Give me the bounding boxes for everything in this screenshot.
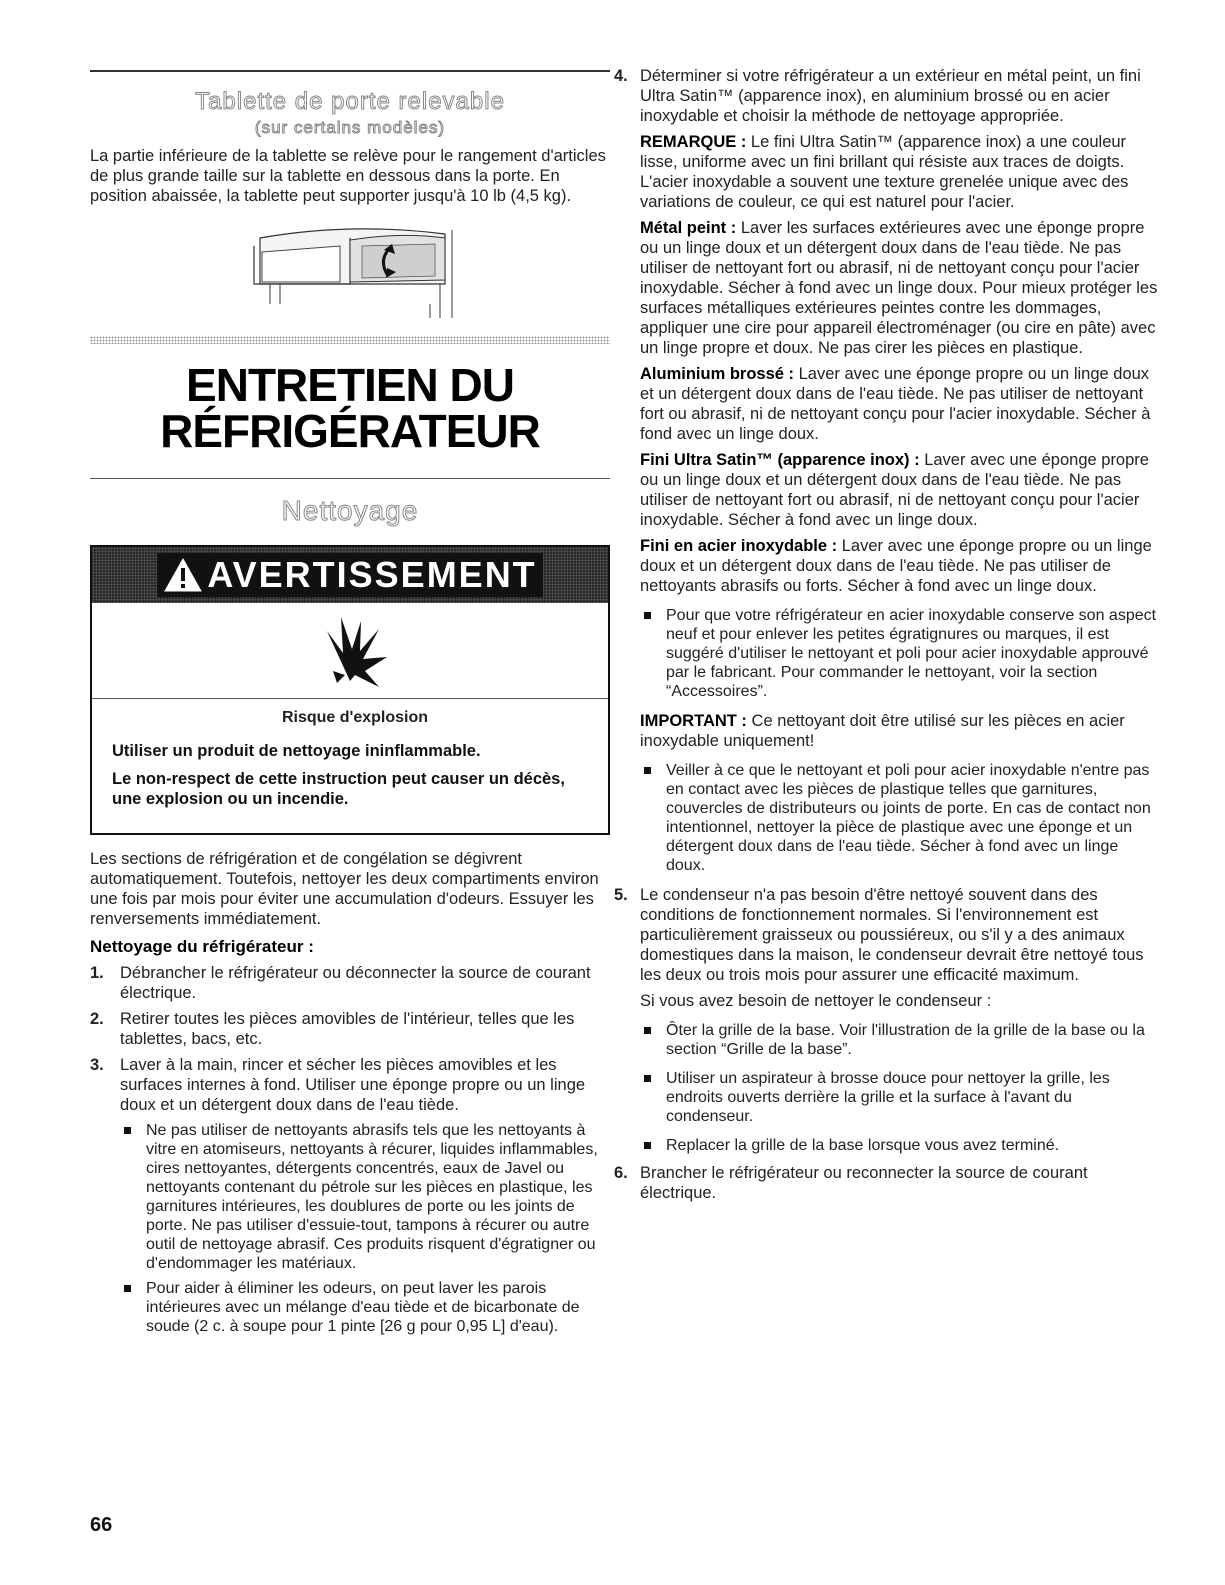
- ultra-satin-paragraph: [640, 450, 1160, 530]
- step-text: Brancher le réfrigérateur ou reconnecter la source de courant électrique.: [640, 1164, 1088, 1202]
- brushed-aluminum-lead: Aluminium brossé :: [640, 365, 795, 383]
- remarque-paragraph: [640, 132, 1160, 212]
- warning-title: AVERTISSEMENT: [207, 554, 537, 595]
- step-text: Retirer toutes les pièces amovibles de l'intérieur, telles que les tablettes, bacs, etc.: [120, 1010, 575, 1048]
- condenser-intro: Si vous avez besoin de nettoyer le condenseur :: [640, 992, 992, 1010]
- cleaning-intro: Les sections de réfrigération et de congélation se dégivrent automatiquement. Toutefois, nettoyer les deux compartiments environ une fois par mois pour éviter une accumulation d'odeurs. Essuyer les renversements immédiatement.: [90, 850, 599, 928]
- list-item: [614, 885, 1160, 985]
- painted-metal-text: Laver les surfaces extérieures avec une éponge propre ou un linge doux et un détergent doux dans de l'eau tiède. Ne pas utiliser de nettoyant fort ou abrasif, ni de nettoyant conçu pour l'acier inoxydable. Sécher à fond avec un linge doux. Pour mieux protéger les surfaces métalliques extérieures peintes contre les dommages, appliquer une cire pour appareil électroménager (ou cire en pâte) avec un linge propre et doux. Ne pas cirer les pièces en plastique.: [640, 219, 1158, 357]
- cleaning-rule: [90, 478, 610, 479]
- bullet-icon: [644, 1027, 651, 1034]
- bullet-text: Replacer la grille de la base lorsque vous avez terminé.: [666, 1137, 1060, 1154]
- list-item: [90, 963, 610, 1003]
- explosion-icon-area: [92, 603, 608, 699]
- warning-instruction: Utiliser un produit de nettoyage ininflammable.: [112, 742, 481, 760]
- shelf-description: La partie inférieure de la tablette se relève pour le rangement d'articles de plus grande taille sur la tablette en dessous dans la porte. En position abaissée, la tablette peut supporter jusqu'à 10 lb (4,5 kg).: [90, 147, 606, 205]
- bullet-text: Pour aider à éliminer les odeurs, on peut laver les parois intérieures avec un mélange d'eau tiède et de bicarbonate de soude (2 c. à soupe pour 1 pinte [26 g pour 0,95 L] d'eau).: [146, 1280, 580, 1335]
- list-item: [614, 66, 1160, 126]
- ultra-satin-text: Laver avec une éponge propre ou un linge doux et un détergent doux dans de l'eau tiède. Ne pas utiliser de nettoyant fort ou abrasif, ni de nettoyant conçu pour l'acier inoxydable. Sécher à fond avec un linge doux.: [640, 451, 1149, 529]
- painted-metal-lead: Métal peint :: [640, 219, 737, 237]
- list-item: [640, 1021, 1160, 1059]
- bullet-icon: [644, 767, 651, 774]
- bullet-icon: [644, 1142, 651, 1149]
- step-text: Laver à la main, rincer et sécher les pièces amovibles et les surfaces internes à fond. Utiliser une éponge propre ou un linge doux et un détergent doux dans de l'eau tiède.: [120, 1056, 586, 1114]
- page-number: 66: [90, 1514, 113, 1536]
- stainless-text: Laver avec une éponge propre ou un linge doux et un détergent doux dans de l'eau tiède. Ne pas utiliser de nettoyants abrasifs ou forts. Sécher à fond avec un linge doux.: [640, 537, 1152, 595]
- explosion-icon: [305, 611, 395, 691]
- warning-risk-label: Risque d'explosion: [281, 709, 429, 726]
- shelf-section-title: Tablette de porte relevable: [195, 88, 505, 115]
- list-item: [90, 1009, 610, 1049]
- remarque-lead: REMARQUE :: [640, 133, 747, 151]
- bullet-text: Ôter la grille de la base. Voir l'illustration de la grille de la base ou la section “Grille de la base”.: [666, 1022, 1145, 1058]
- left-column: [90, 70, 610, 1336]
- cleaning-section-title: Nettoyage: [281, 495, 419, 526]
- step-text: Débrancher le réfrigérateur ou déconnecter la source de courant électrique.: [120, 964, 591, 1002]
- brushed-aluminum-paragraph: [640, 364, 1160, 444]
- list-item: [120, 1121, 610, 1273]
- main-title-line1: ENTRETIEN DU: [186, 359, 514, 411]
- list-item: [120, 1279, 610, 1336]
- remarque-text: Le fini Ultra Satin™ (apparence inox) a une couleur lisse, uniforme avec un fini brillant qui résiste aux traces de doigts. L'acier inoxydable a souvent une texture grenelée unique avec des variations de couleur, ce qui est naturel pour l'acier.: [640, 133, 1129, 211]
- bullet-icon: [644, 612, 651, 619]
- right-column: [614, 66, 1160, 1203]
- main-title-line2: RÉFRIGÉRATEUR: [160, 405, 540, 457]
- bullet-text: Ne pas utiliser de nettoyants abrasifs tels que les nettoyants à vitre en atomiseurs, nettoyants à récurer, liquides inflammables, cires nettoyantes, détergents concentrés, eaux de Javel ou nettoyants contenant du pétrole sur les pièces en plastique, les garnitures intérieures, les doublures de porte ou les joints de porte. Ne pas utiliser d'essuie-tout, tampons à récurer ou autre outil de nettoyage abrasif. Ces produits risquent d'égratigner ou d'endommager les matériaux.: [146, 1122, 598, 1272]
- bullet-icon: [124, 1127, 131, 1134]
- bullet-icon: [644, 1075, 651, 1082]
- warning-header: [92, 547, 608, 603]
- list-item: [640, 1069, 1160, 1126]
- section-divider-band: [90, 336, 610, 344]
- step-number: 5.: [614, 886, 628, 904]
- bullet-text: Utiliser un aspirateur à brosse douce pour nettoyer la grille, les endroits ouverts derrière la grille et la surface à l'avant du condenseur.: [666, 1070, 1110, 1125]
- cleaning-subheading: Nettoyage du réfrigérateur :: [90, 937, 314, 956]
- top-rule: [90, 70, 610, 72]
- list-item: [614, 1163, 1160, 1203]
- list-item: [640, 1136, 1160, 1155]
- list-item: [90, 1055, 610, 1336]
- bullet-text: Veiller à ce que le nettoyant et poli pour acier inoxydable n'entre pas en contact avec les pièces de plastique telles que garnitures, couvercles de distributeurs ou joints de porte. En cas de contact non intentionnel, nettoyer la pièce de plastique avec une éponge et un détergent doux dans de l'eau tiède. Sécher à fond avec un linge doux.: [666, 762, 1151, 874]
- warning-triangle-icon: [163, 557, 203, 593]
- bullet-text: Pour que votre réfrigérateur en acier inoxydable conserve son aspect neuf et pour enlever les petites égratignures ou marques, il est suggéré d'utiliser le nettoyant et poli pour acier inoxydable approuvé par le fabricant. Pour commander le nettoyant, voir la section “Accessoires”.: [666, 607, 1157, 700]
- ultra-satin-lead: Fini Ultra Satin™ (apparence inox) :: [640, 451, 920, 469]
- important-paragraph: [640, 711, 1160, 751]
- bullet-icon: [124, 1285, 131, 1292]
- warning-consequence: Le non-respect de cette instruction peut causer un décès, une explosion ou un incendie.: [112, 770, 565, 808]
- shelf-section-subtitle: (sur certains modèles): [254, 118, 446, 137]
- list-item: [640, 761, 1160, 875]
- cleaning-steps: [90, 963, 610, 1336]
- step-number: 1.: [90, 964, 104, 982]
- painted-metal-paragraph: [640, 218, 1160, 358]
- step-number: 6.: [614, 1164, 628, 1182]
- warning-box: [90, 545, 610, 835]
- brushed-aluminum-text: Laver avec une éponge propre ou un linge doux et un détergent doux dans de l'eau tiède. Ne pas utiliser de nettoyant fort ou abrasif, ni de nettoyant conçu pour l'acier inoxydable. Sécher à fond avec un linge doux.: [640, 365, 1151, 443]
- stainless-paragraph: [640, 536, 1160, 596]
- step-number: 4.: [614, 67, 628, 85]
- step-text: Le condenseur n'a pas besoin d'être nettoyé souvent dans des conditions de fonctionnement normales. Si l'environnement est particulièrement graisseux ou poussiéreux, ou s'il y a des animaux domestiques dans la maison, le condenseur devrait être nettoyé tous les deux ou trois mois pour assurer une efficacité maximum.: [640, 886, 1144, 984]
- stainless-lead: Fini en acier inoxydable :: [640, 537, 838, 555]
- important-lead: IMPORTANT :: [640, 712, 747, 730]
- door-shelf-illustration: [240, 224, 460, 320]
- important-text: Ce nettoyant doit être utilisé sur les pièces en acier inoxydable uniquement!: [640, 712, 1125, 750]
- list-item: [640, 606, 1160, 701]
- step-number: 3.: [90, 1056, 104, 1074]
- step-number: 2.: [90, 1010, 104, 1028]
- step-text: Déterminer si votre réfrigérateur a un extérieur en métal peint, un fini Ultra Satin™ (apparence inox), en aluminium brossé ou en acier inoxydable et choisir la méthode de nettoyage appropriée.: [640, 67, 1141, 125]
